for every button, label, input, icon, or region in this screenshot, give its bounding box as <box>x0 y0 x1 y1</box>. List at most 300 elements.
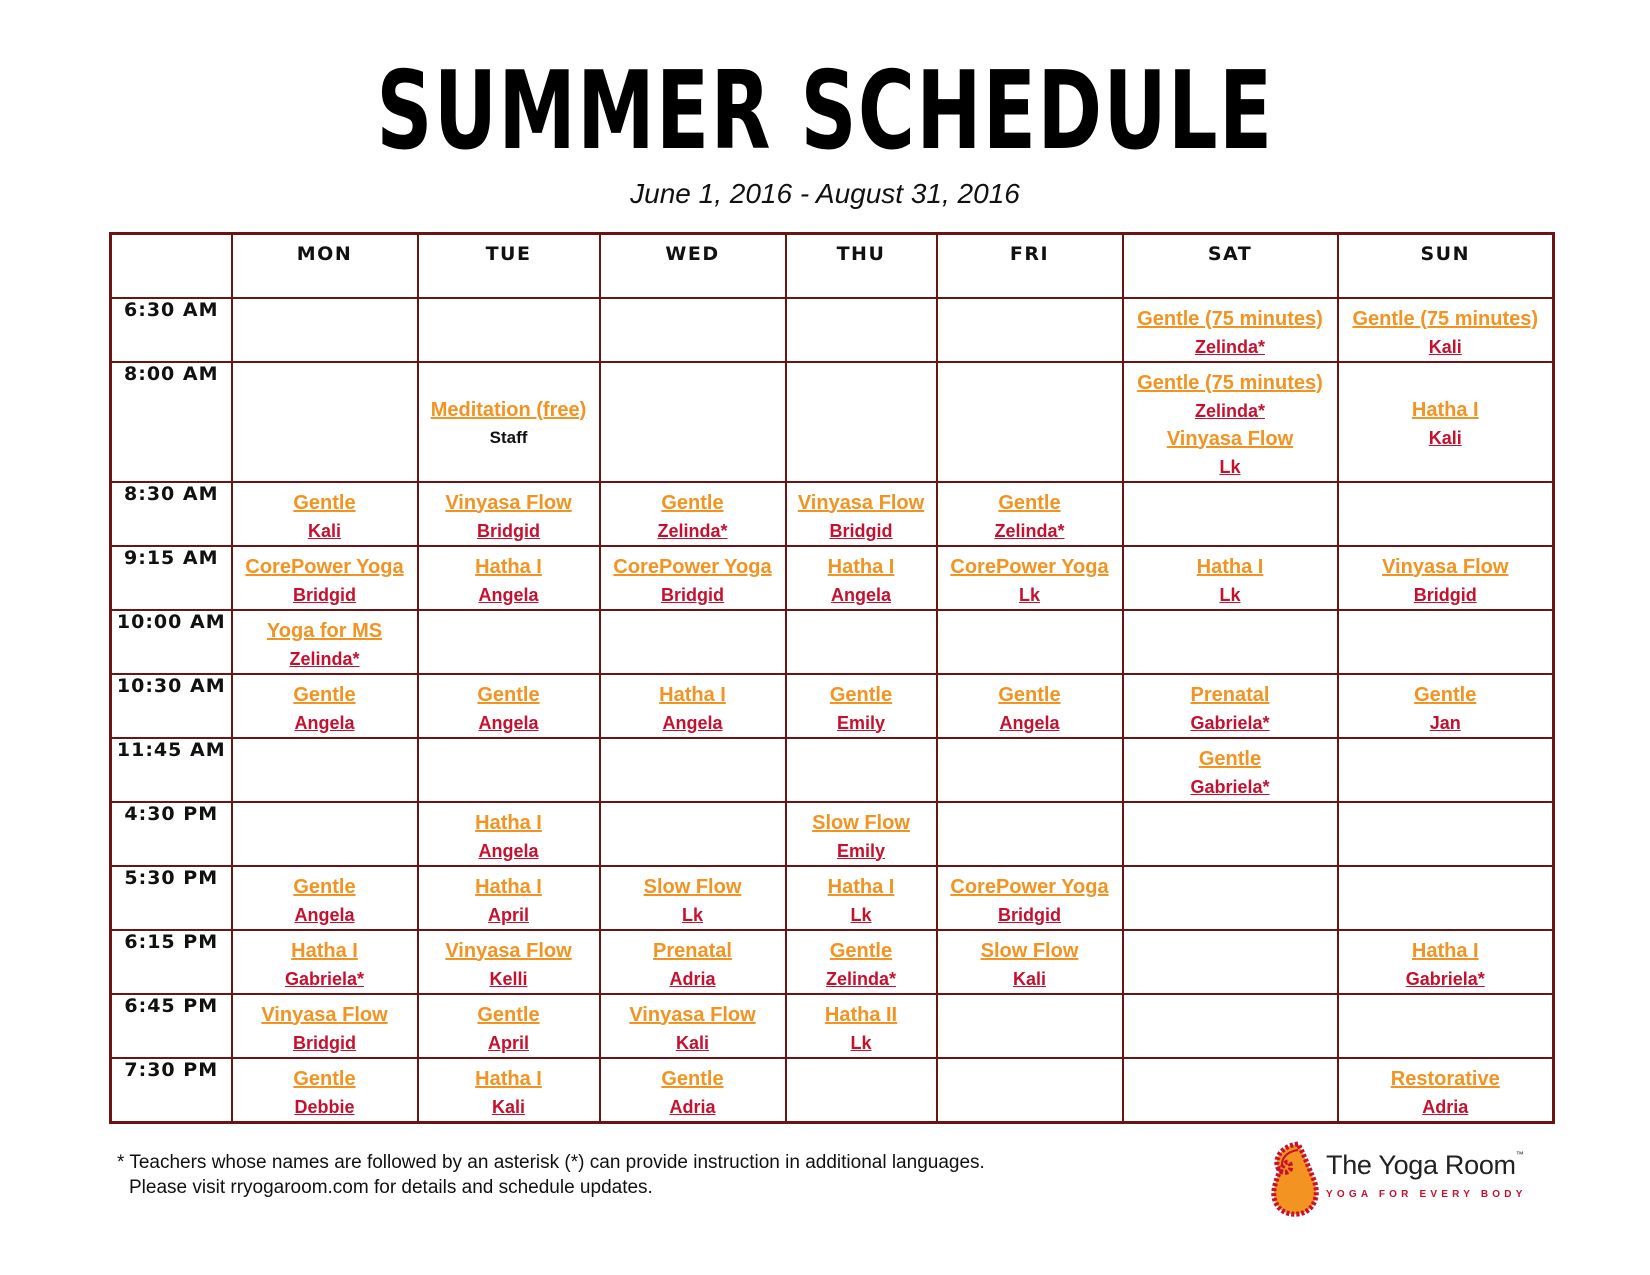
schedule-cell <box>1338 866 1554 930</box>
schedule-row <box>111 802 1554 866</box>
schedule-cell <box>1123 362 1338 482</box>
class-slot <box>787 803 936 865</box>
schedule-cell <box>937 802 1123 866</box>
class-link[interactable]: Gentle <box>293 683 356 706</box>
schedule-cell <box>786 482 937 546</box>
teacher-link[interactable]: Bridgid <box>829 520 893 541</box>
schedule-cell <box>232 610 418 674</box>
teacher-link[interactable]: Lk <box>850 904 872 925</box>
class-slot <box>1124 483 1337 489</box>
class-slot <box>1124 803 1337 809</box>
corner-cell <box>111 234 232 298</box>
class-slot <box>233 547 417 609</box>
class-link[interactable]: Gentle <box>829 683 893 706</box>
schedule-cell <box>418 610 600 674</box>
teacher-link[interactable]: Zelinda* <box>289 648 360 669</box>
class-slot <box>233 803 417 809</box>
schedule-cell <box>600 802 786 866</box>
class-slot <box>233 867 417 929</box>
schedule-row <box>111 610 1554 674</box>
class-link[interactable]: Slow Flow <box>980 939 1079 962</box>
day-header-wed: WED <box>600 234 786 298</box>
header-row <box>111 234 1554 298</box>
class-slot <box>419 739 599 745</box>
class-link[interactable]: Vinyasa Flow <box>1166 427 1294 450</box>
teacher-link[interactable]: Lk <box>681 904 703 925</box>
teacher-link[interactable]: Angela <box>294 712 355 733</box>
schedule-cell <box>786 738 937 802</box>
class-slot <box>938 867 1122 929</box>
schedule-cell <box>1123 482 1338 546</box>
teacher-link[interactable]: Angela <box>478 584 539 605</box>
class-slot <box>938 803 1122 809</box>
class-slot <box>233 299 417 305</box>
class-link[interactable]: Gentle <box>293 1067 356 1090</box>
class-link[interactable]: Vinyasa Flow <box>445 491 572 514</box>
class-slot <box>787 611 936 617</box>
schedule-cell <box>600 994 786 1058</box>
class-slot <box>233 1059 417 1121</box>
schedule-cell <box>1123 298 1338 362</box>
schedule-cell <box>232 298 418 362</box>
teacher-link[interactable]: Kali <box>1428 427 1462 448</box>
schedule-row <box>111 298 1554 362</box>
class-slot <box>601 363 785 369</box>
class-link[interactable]: Hatha II <box>824 1003 898 1026</box>
footnote-line: * Teachers whose names are followed by an asterisk (*) can provide instruction in additional languages. <box>117 1152 985 1173</box>
teacher-link[interactable]: Angela <box>478 840 539 861</box>
schedule-cell <box>232 994 418 1058</box>
class-link[interactable]: Gentle <box>477 1003 540 1026</box>
class-slot <box>938 1059 1122 1065</box>
class-link[interactable]: Vinyasa Flow <box>629 1003 756 1026</box>
schedule-cell <box>232 738 418 802</box>
teacher-link[interactable]: Lk <box>1219 456 1241 477</box>
class-slot <box>419 803 599 865</box>
teacher-link[interactable]: Zelinda* <box>657 520 728 541</box>
class-slot <box>233 363 417 369</box>
schedule-cell <box>786 546 937 610</box>
teacher-link[interactable]: Emily <box>836 840 886 861</box>
class-link[interactable]: Hatha I <box>1411 398 1479 421</box>
class-slot <box>1339 995 1553 1001</box>
schedule-cell <box>786 674 937 738</box>
teacher-link[interactable]: Gabriela* <box>1405 968 1485 989</box>
footnote-line: Please visit rryogaroom.com for details and schedule updates. <box>129 1177 653 1198</box>
schedule-cell <box>1338 362 1554 482</box>
schedule-row <box>111 930 1554 994</box>
class-link[interactable]: Gentle <box>998 683 1061 706</box>
schedule-cell <box>1338 674 1554 738</box>
class-slot <box>938 363 1122 369</box>
teacher-link[interactable]: Kali <box>1012 968 1046 989</box>
class-slot <box>1124 931 1337 937</box>
class-link[interactable]: Gentle <box>661 1067 724 1090</box>
time-slot: 10:00 AM <box>111 610 232 674</box>
class-link[interactable]: Gentle <box>829 939 893 962</box>
schedule-cell <box>786 994 937 1058</box>
class-link[interactable]: Vinyasa Flow <box>445 939 572 962</box>
class-slot <box>1124 867 1337 873</box>
class-slot <box>419 483 599 545</box>
class-link[interactable]: Prenatal <box>653 939 732 962</box>
schedule-cell <box>1123 994 1338 1058</box>
schedule-row <box>111 866 1554 930</box>
schedule-cell <box>418 738 600 802</box>
class-link[interactable]: Hatha I <box>291 939 358 962</box>
schedule-cell <box>1338 482 1554 546</box>
class-slot <box>1124 363 1337 481</box>
class-link[interactable]: Meditation (free) <box>430 398 587 421</box>
brand-name: The Yoga Room™ <box>1326 1150 1524 1180</box>
schedule-cell <box>937 1058 1123 1123</box>
class-link[interactable]: Vinyasa Flow <box>261 1003 388 1026</box>
class-link[interactable]: Gentle (75 minutes) <box>1137 307 1323 330</box>
teacher-link[interactable]: Adria <box>1422 1096 1469 1117</box>
schedule-row <box>111 738 1554 802</box>
class-slot <box>1339 363 1553 452</box>
class-link[interactable]: Hatha I <box>475 1067 542 1090</box>
class-link[interactable]: CorePower Yoga <box>245 555 404 578</box>
schedule-cell <box>937 546 1123 610</box>
class-link[interactable]: Hatha I <box>475 811 542 834</box>
teacher-link[interactable]: Zelinda* <box>1194 336 1265 357</box>
teacher-link[interactable]: Kali <box>307 520 341 541</box>
class-slot <box>1124 1059 1337 1065</box>
teacher-link[interactable]: Angela <box>662 712 723 733</box>
brand-tagline: YOGA FOR EVERY BODY <box>1326 1189 1527 1200</box>
class-slot <box>938 483 1122 545</box>
teacher-link[interactable]: Kelli <box>489 968 528 989</box>
teacher-link[interactable]: Kali <box>491 1096 525 1117</box>
schedule-cell <box>786 802 937 866</box>
teacher-link[interactable]: Adria <box>669 1096 716 1117</box>
trademark: ™ <box>1515 1150 1524 1159</box>
schedule-cell <box>232 930 418 994</box>
time-slot: 4:30 PM <box>111 802 232 866</box>
class-slot <box>601 867 785 929</box>
class-link[interactable]: Yoga for MS <box>266 619 383 642</box>
teacher-link[interactable]: Emily <box>836 712 886 733</box>
schedule-cell <box>786 866 937 930</box>
day-header-mon: MON <box>232 234 418 298</box>
class-link[interactable]: Gentle <box>477 683 540 706</box>
schedule-cell <box>937 866 1123 930</box>
schedule-cell <box>1123 546 1338 610</box>
class-slot <box>1339 739 1553 745</box>
schedule-cell <box>418 1058 600 1123</box>
class-link[interactable]: Hatha I <box>1411 939 1479 962</box>
class-slot <box>1124 995 1337 1001</box>
time-slot: 8:30 AM <box>111 482 232 546</box>
schedule-cell <box>232 1058 418 1123</box>
schedule-cell <box>1123 930 1338 994</box>
schedule-cell <box>786 298 937 362</box>
schedule-cell <box>418 674 600 738</box>
class-link[interactable]: Hatha I <box>475 555 542 578</box>
schedule-cell <box>1338 610 1554 674</box>
schedule-cell <box>600 546 786 610</box>
teacher-link[interactable]: Lk <box>1018 584 1040 605</box>
schedule-cell <box>1338 994 1554 1058</box>
class-slot <box>233 995 417 1057</box>
class-slot <box>419 995 599 1057</box>
schedule-cell <box>418 298 600 362</box>
teacher-link[interactable]: Bridgid <box>293 1032 356 1053</box>
class-slot <box>419 363 599 452</box>
class-slot <box>419 867 599 929</box>
class-slot <box>1124 547 1337 609</box>
day-header-thu: THU <box>786 234 937 298</box>
schedule-row <box>111 674 1554 738</box>
schedule-cell <box>600 866 786 930</box>
schedule-cell <box>418 994 600 1058</box>
class-slot <box>601 931 785 993</box>
schedule-cell <box>232 802 418 866</box>
class-slot <box>1339 931 1553 993</box>
class-link[interactable]: Vinyasa Flow <box>797 491 925 514</box>
schedule-cell <box>418 802 600 866</box>
class-slot <box>233 675 417 737</box>
schedule-table <box>109 232 1555 1124</box>
teacher-link[interactable]: Gabriela* <box>1190 776 1270 797</box>
teacher-link[interactable]: Jan <box>1429 712 1461 733</box>
class-slot <box>233 611 417 673</box>
schedule-cell <box>1338 298 1554 362</box>
class-slot <box>1339 867 1553 873</box>
time-slot: 7:30 PM <box>111 1058 232 1123</box>
schedule-cell <box>232 482 418 546</box>
class-slot <box>601 483 785 545</box>
teacher-link[interactable]: Debbie <box>294 1096 355 1117</box>
schedule-cell <box>600 298 786 362</box>
schedule-cell <box>232 546 418 610</box>
class-slot <box>787 739 936 745</box>
class-slot <box>1339 1059 1553 1121</box>
teacher-link[interactable]: Gabriela* <box>1190 712 1270 733</box>
class-link[interactable]: CorePower Yoga <box>950 875 1109 898</box>
teacher-link[interactable]: Zelinda* <box>1194 400 1265 421</box>
class-slot <box>1339 483 1553 489</box>
class-slot <box>787 867 936 929</box>
class-slot <box>233 931 417 993</box>
teacher-link[interactable]: Zelinda* <box>994 520 1065 541</box>
schedule-cell <box>937 674 1123 738</box>
schedule-cell <box>937 994 1123 1058</box>
teacher-link[interactable]: April <box>487 904 529 925</box>
class-slot <box>419 675 599 737</box>
class-link[interactable]: Gentle <box>1414 683 1477 706</box>
class-slot <box>787 363 936 369</box>
schedule-cell <box>1123 610 1338 674</box>
time-slot: 9:15 AM <box>111 546 232 610</box>
class-slot <box>601 995 785 1057</box>
class-link[interactable]: Hatha I <box>827 555 895 578</box>
schedule-cell <box>418 546 600 610</box>
schedule-cell <box>1123 738 1338 802</box>
teacher-link[interactable]: Lk <box>850 1032 872 1053</box>
class-link[interactable]: Hatha I <box>1196 555 1264 578</box>
teacher-link[interactable]: Gabriela* <box>284 968 365 989</box>
class-slot <box>419 931 599 993</box>
schedule-cell <box>1338 738 1554 802</box>
teacher-link[interactable]: Bridgid <box>661 584 724 605</box>
class-link[interactable]: Hatha I <box>659 683 726 706</box>
class-slot <box>938 739 1122 745</box>
class-slot <box>1124 739 1337 801</box>
class-slot <box>1339 675 1553 737</box>
day-header-tue: TUE <box>418 234 600 298</box>
teacher-link[interactable]: Bridgid <box>293 584 356 605</box>
class-link[interactable]: Vinyasa Flow <box>1382 555 1509 578</box>
class-slot <box>938 675 1122 737</box>
class-slot <box>938 611 1122 617</box>
class-link[interactable]: Gentle (75 minutes) <box>1137 371 1323 394</box>
schedule-row <box>111 362 1554 482</box>
teacher-link[interactable]: Angela <box>478 712 539 733</box>
class-link[interactable]: Hatha I <box>475 875 542 898</box>
schedule-cell <box>937 738 1123 802</box>
class-slot <box>233 739 417 745</box>
schedule-cell <box>786 610 937 674</box>
day-header-sat: SAT <box>1123 234 1338 298</box>
class-slot <box>601 1059 785 1121</box>
class-slot <box>787 547 936 609</box>
class-slot <box>233 483 417 545</box>
schedule-cell <box>937 610 1123 674</box>
schedule-cell <box>786 362 937 482</box>
schedule-cell <box>600 738 786 802</box>
schedule-cell <box>1123 674 1338 738</box>
schedule-cell <box>1123 802 1338 866</box>
class-slot <box>787 675 936 737</box>
class-link[interactable]: Restorative <box>1390 1067 1500 1090</box>
class-slot <box>787 1059 936 1065</box>
time-slot: 6:30 AM <box>111 298 232 362</box>
schedule-cell <box>600 610 786 674</box>
class-link[interactable]: Gentle <box>1198 747 1262 770</box>
class-slot <box>787 483 936 545</box>
class-slot <box>419 611 599 617</box>
schedule-cell <box>232 674 418 738</box>
class-slot <box>419 547 599 609</box>
class-slot <box>938 299 1122 305</box>
schedule-row <box>111 994 1554 1058</box>
schedule-cell <box>232 866 418 930</box>
teacher-link[interactable]: Lk <box>1219 584 1241 605</box>
class-link[interactable]: Prenatal <box>1190 683 1270 706</box>
class-link[interactable]: CorePower Yoga <box>950 555 1109 578</box>
class-link[interactable]: Hatha I <box>827 875 895 898</box>
class-slot <box>601 611 785 617</box>
schedule-cell <box>418 362 600 482</box>
schedule-cell <box>937 298 1123 362</box>
schedule-cell <box>600 362 786 482</box>
class-slot <box>1339 611 1553 617</box>
teacher-link[interactable]: Angela <box>294 904 355 925</box>
schedule-cell <box>786 930 937 994</box>
teacher-link[interactable]: April <box>487 1032 529 1053</box>
day-header-fri: FRI <box>937 234 1123 298</box>
class-slot <box>787 995 936 1057</box>
class-slot <box>601 739 785 745</box>
teacher-link[interactable]: Bridgid <box>1413 584 1477 605</box>
class-link[interactable]: Gentle (75 minutes) <box>1352 307 1539 330</box>
footnote <box>117 1150 985 1200</box>
class-slot <box>938 547 1122 609</box>
schedule-cell <box>600 930 786 994</box>
class-slot <box>419 299 599 305</box>
teacher-link[interactable]: Angela <box>999 712 1060 733</box>
class-link[interactable]: Slow Flow <box>643 875 742 898</box>
schedule-cell <box>418 482 600 546</box>
schedule-cell <box>1123 866 1338 930</box>
time-slot: 8:00 AM <box>111 362 232 482</box>
schedule-cell <box>600 1058 786 1123</box>
schedule-cell <box>1338 546 1554 610</box>
schedule-cell <box>232 362 418 482</box>
class-link[interactable]: Gentle <box>998 491 1061 514</box>
schedule-cell <box>937 362 1123 482</box>
schedule-cell <box>937 482 1123 546</box>
time-slot: 10:30 AM <box>111 674 232 738</box>
teacher-link[interactable]: Kali <box>1428 336 1462 357</box>
class-link[interactable]: Slow Flow <box>812 811 910 834</box>
class-slot <box>419 1059 599 1121</box>
schedule-cell <box>786 1058 937 1123</box>
class-slot <box>601 803 785 809</box>
yoga-room-logo <box>1268 1140 1538 1220</box>
teacher-link[interactable]: Kali <box>675 1032 709 1053</box>
class-slot <box>938 931 1122 993</box>
class-slot <box>938 995 1122 1001</box>
class-slot <box>1124 299 1337 361</box>
teacher-link[interactable]: Bridgid <box>477 520 540 541</box>
class-slot <box>787 299 936 305</box>
class-link[interactable]: Gentle <box>661 491 724 514</box>
teacher-label: Staff <box>489 427 528 447</box>
class-link[interactable]: Gentle <box>293 875 356 898</box>
class-link[interactable]: CorePower Yoga <box>613 555 772 578</box>
schedule-row <box>111 482 1554 546</box>
class-slot <box>1124 611 1337 617</box>
time-slot: 5:30 PM <box>111 866 232 930</box>
schedule-row <box>111 546 1554 610</box>
time-slot: 6:15 PM <box>111 930 232 994</box>
class-link[interactable]: Gentle <box>293 491 356 514</box>
class-slot <box>787 931 936 993</box>
teacher-link[interactable]: Bridgid <box>998 904 1061 925</box>
schedule-row <box>111 1058 1554 1123</box>
schedule-cell <box>600 674 786 738</box>
class-slot <box>601 675 785 737</box>
class-slot <box>601 547 785 609</box>
teacher-link[interactable]: Zelinda* <box>825 968 896 989</box>
schedule-cell <box>1123 1058 1338 1123</box>
schedule-cell <box>1338 802 1554 866</box>
schedule-cell <box>418 930 600 994</box>
schedule-cell <box>1338 930 1554 994</box>
class-slot <box>1124 675 1337 737</box>
schedule-cell <box>937 930 1123 994</box>
class-slot <box>601 299 785 305</box>
paisley-icon <box>1268 1140 1322 1218</box>
schedule-cell <box>1338 1058 1554 1123</box>
class-slot <box>1339 299 1553 361</box>
teacher-link[interactable]: Angela <box>830 584 891 605</box>
teacher-link[interactable]: Adria <box>669 968 716 989</box>
page-title: SUMMER SCHEDULE <box>376 49 1274 174</box>
